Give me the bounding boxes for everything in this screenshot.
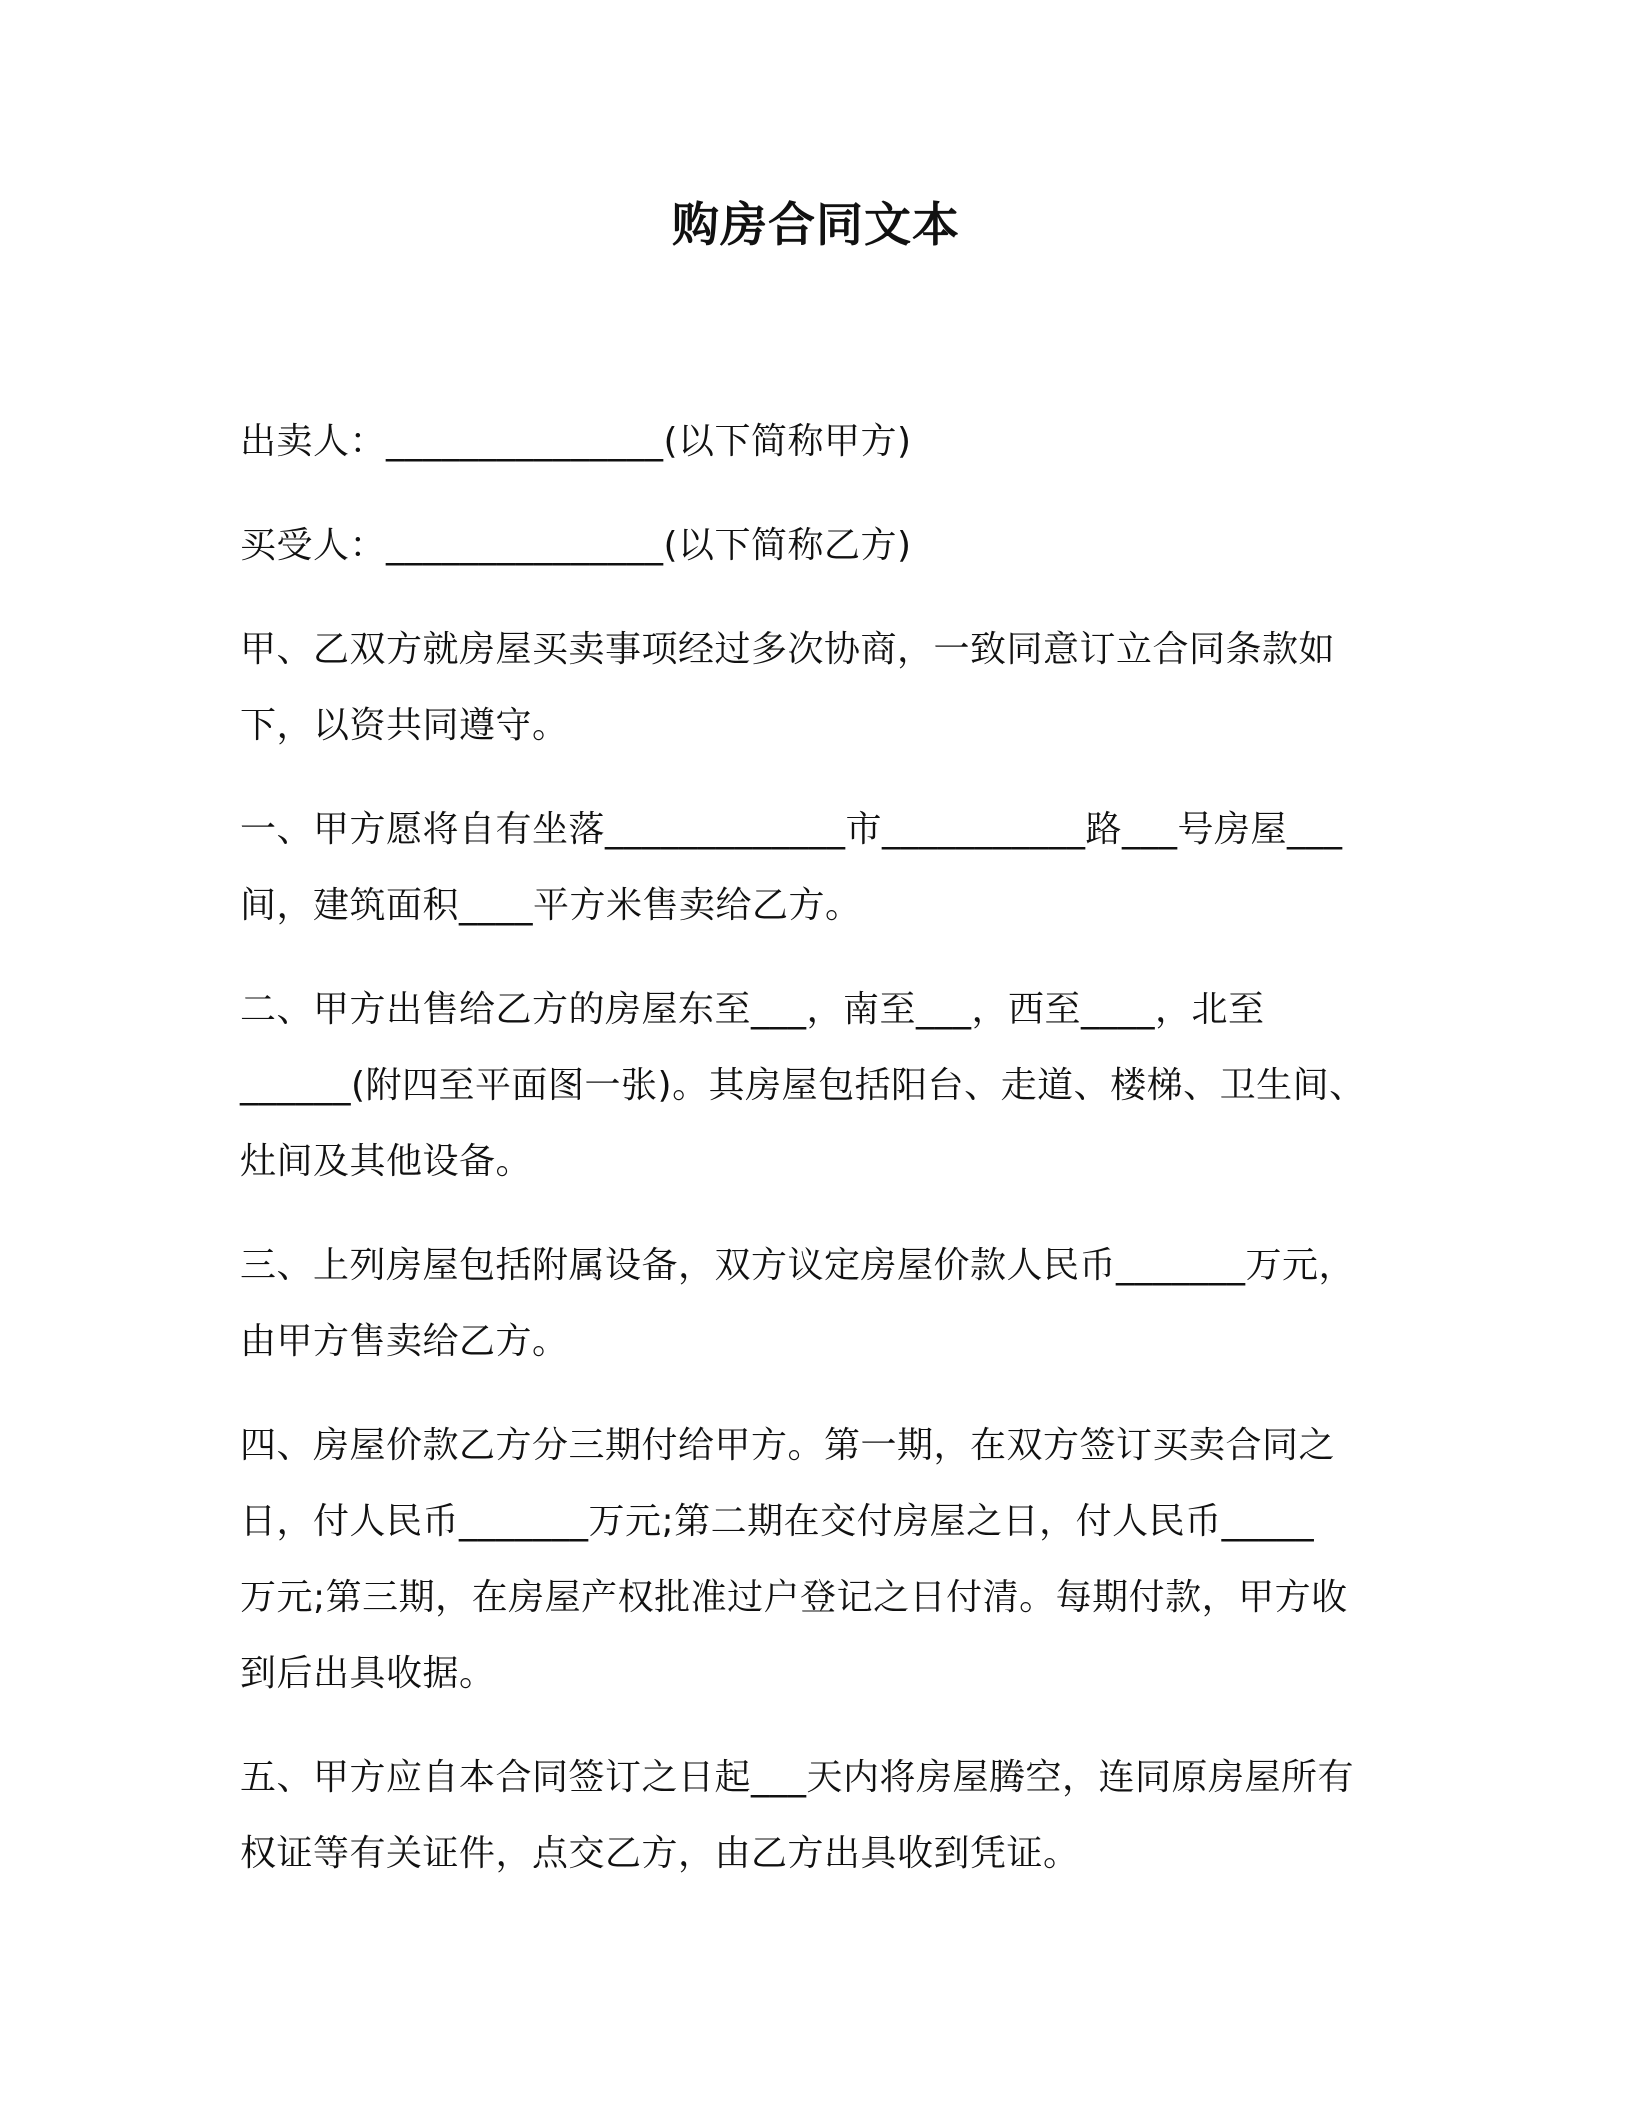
clause4-line-1: 四、房屋价款乙方分三期付给甲方。第一期，在双方签订买卖合同之: [240, 1425, 1336, 1466]
clause4-line-2: 日，付人民币_______万元;第二期在交付房屋之日，付人民币_____: [240, 1501, 1315, 1542]
buyer-line: 买受人：_______________(以下简称乙方): [240, 525, 912, 566]
clause4-line-3: 万元;第三期，在房屋产权批准过户登记之日付清。每期付款，甲方收: [240, 1577, 1348, 1618]
clause3-line-1: 三、上列房屋包括附属设备，双方议定房屋价款人民币_______万元，: [240, 1245, 1356, 1286]
document-title: 购房合同文本: [672, 198, 960, 253]
clause5-line-1: 五、甲方应自本合同签订之日起___天内将房屋腾空，连同原房屋所有: [240, 1757, 1355, 1798]
clause3-line-2: 由甲方售卖给乙方。: [240, 1321, 569, 1362]
clause2-line-2: ______(附四至平面图一张)。其房屋包括阳台、走道、楼梯、卫生间、: [240, 1065, 1366, 1106]
clause2-line-1: 二、甲方出售给乙方的房屋东至___，南至___，西至____，北至: [240, 989, 1265, 1030]
seller-line: 出卖人：_______________(以下简称甲方): [240, 421, 912, 462]
clause1-line-2: 间，建筑面积____平方米售卖给乙方。: [240, 885, 862, 926]
intro-line-2: 下，以资共同遵守。: [240, 705, 569, 746]
clause2-line-3: 灶间及其他设备。: [240, 1141, 533, 1182]
clause5-line-2: 权证等有关证件，点交乙方，由乙方出具收到凭证。: [240, 1833, 1080, 1874]
clause1-line-1: 一、甲方愿将自有坐落_____________市___________路___号房屋___: [240, 809, 1343, 850]
clause4-line-4: 到后出具收据。: [240, 1653, 496, 1694]
intro-line-1: 甲、乙双方就房屋买卖事项经过多次协商，一致同意订立合同条款如: [240, 629, 1336, 670]
